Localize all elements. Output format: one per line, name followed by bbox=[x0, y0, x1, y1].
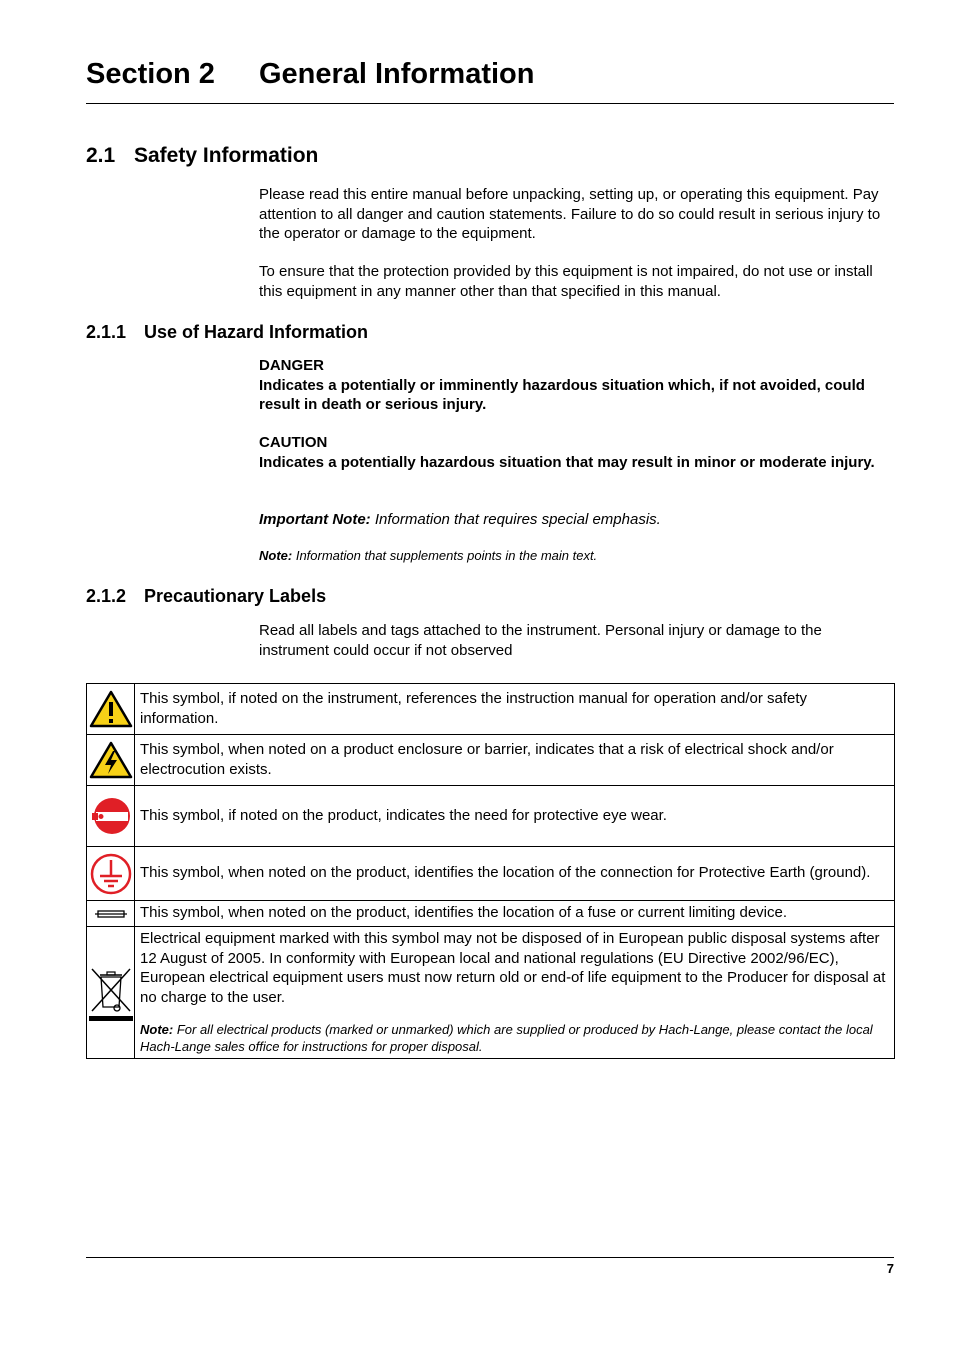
weee-note bbox=[140, 1021, 888, 1055]
electric-shock-icon bbox=[89, 740, 133, 780]
danger-text: Indicates a potentially or imminently hazardous situation which, if not avoided, could result in death or serious injury. bbox=[259, 376, 865, 413]
weee-text: Electrical equipment marked with this symbol may not be disposed of in European public disposal systems after 12 August of 2005. In conformity with European local and national regulations (EU Directive 2002/96/EC), European electrical equipment users must now return old or end-of life equipment to the Producer for disposal at no charge to the user. bbox=[140, 930, 886, 1006]
section-title: General Information bbox=[258, 58, 535, 90]
safety-paragraph-2: To ensure that the protection provided by this equipment is not impaired, do not use or install this equipment in any manner other than that specified in this manual. bbox=[259, 263, 873, 300]
protective-earth-icon bbox=[89, 852, 133, 896]
label-description: This symbol, when noted on a product enclosure or barrier, indicates that a risk of electrical shock and/or electrocution exists. bbox=[135, 735, 895, 786]
note-label: Note: bbox=[259, 548, 293, 563]
important-note-label: Important Note: bbox=[259, 511, 371, 528]
footer-rule bbox=[86, 1257, 894, 1258]
label-description-weee bbox=[135, 927, 895, 1059]
heading-safety-information bbox=[86, 144, 318, 168]
icon-cell bbox=[87, 927, 135, 1059]
label-description: This symbol, if noted on the product, indicates the need for protective eye wear. bbox=[135, 786, 895, 847]
table-row bbox=[87, 901, 895, 927]
label-description: This symbol, when noted on the product, identifies the location of the connection for Protective Earth (ground). bbox=[135, 847, 895, 901]
table-row bbox=[87, 684, 895, 735]
labels-intro: Read all labels and tags attached to the instrument. Personal injury or damage to the instrument could occur if not observed bbox=[259, 622, 822, 659]
table-row bbox=[87, 735, 895, 786]
table-row bbox=[87, 927, 895, 1059]
heading-use-of-hazard-information bbox=[86, 322, 368, 343]
icon-cell bbox=[87, 684, 135, 735]
weee-bin-icon bbox=[88, 963, 134, 1023]
weee-note-text: For all electrical products (marked or unmarked) which are supplied or produced by Hach-Lange, please contact the local Hach-Lange sales office for instructions for proper disposal. bbox=[140, 1022, 873, 1054]
safety-paragraph-1: Please read this entire manual before unpacking, setting up, or operating this equipment. Pay attention to all danger and caution statements. Failure to do so could result in serious injury to the operator or damage to the equipment. bbox=[259, 186, 881, 242]
label-description: This symbol, when noted on the product, identifies the location of a fuse or current limiting device. bbox=[135, 901, 895, 927]
icon-cell bbox=[87, 901, 135, 927]
danger-block bbox=[259, 356, 899, 415]
eye-protection-icon bbox=[89, 793, 133, 839]
section-label: Section 2 bbox=[86, 58, 215, 90]
header-rule bbox=[86, 103, 894, 104]
table-row bbox=[87, 786, 895, 847]
page-number: 7 bbox=[886, 1261, 894, 1276]
icon-cell bbox=[87, 847, 135, 901]
heading-number: 2.1.1 bbox=[86, 322, 127, 342]
heading-number: 2.1 bbox=[86, 144, 116, 167]
caution-word: CAUTION bbox=[259, 434, 328, 451]
icon-cell bbox=[87, 786, 135, 847]
label-description: This symbol, if noted on the instrument, references the instruction manual for operation and/or safety information. bbox=[135, 684, 895, 735]
precautionary-labels-table bbox=[86, 683, 895, 1059]
important-note bbox=[259, 510, 661, 530]
warning-triangle-icon bbox=[89, 689, 133, 729]
weee-note-label: Note: bbox=[140, 1022, 174, 1037]
icon-cell bbox=[87, 735, 135, 786]
note bbox=[259, 547, 597, 565]
heading-title: Safety Information bbox=[134, 144, 319, 167]
heading-title: Use of Hazard Information bbox=[144, 322, 369, 342]
table-row bbox=[87, 847, 895, 901]
danger-word: DANGER bbox=[259, 357, 325, 374]
note-text: Information that supplements points in the main text. bbox=[295, 548, 598, 563]
caution-text: Indicates a potentially hazardous situation that may result in minor or moderate injury. bbox=[259, 453, 875, 471]
important-note-text: Information that requires special emphasis. bbox=[374, 511, 661, 528]
fuse-icon bbox=[95, 909, 127, 919]
heading-precautionary-labels bbox=[86, 586, 326, 607]
caution-block bbox=[259, 433, 899, 472]
heading-title: Precautionary Labels bbox=[144, 586, 327, 606]
heading-number: 2.1.2 bbox=[86, 586, 127, 606]
section-heading bbox=[86, 58, 534, 91]
